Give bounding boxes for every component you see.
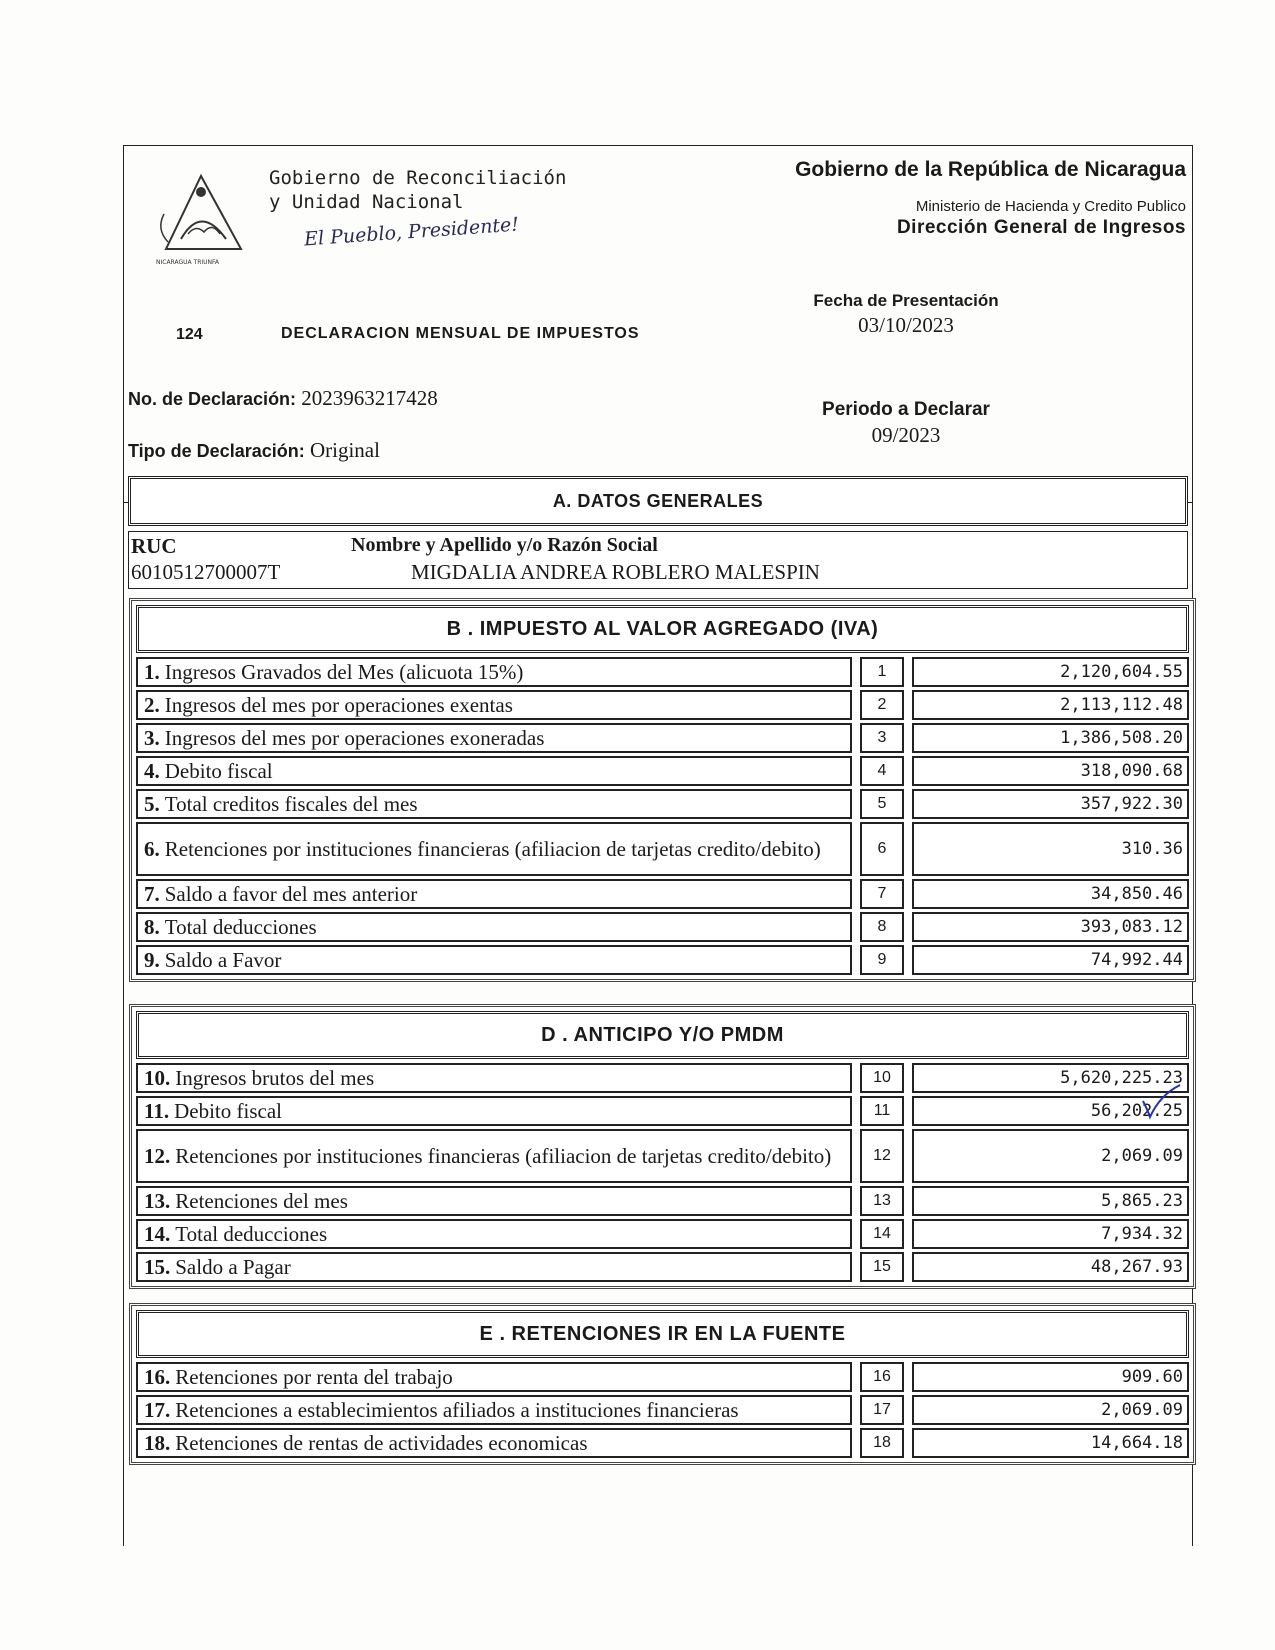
row-number: 1. [144,660,160,684]
table-row [136,723,1189,753]
row-label-text: Saldo a Pagar [175,1255,291,1279]
row-number: 16. [144,1365,171,1389]
row-amount: 48,267.93 [912,1252,1189,1282]
section-b-title: B . IMPUESTO AL VALOR AGREGADO (IVA) [136,605,1189,653]
row-code: 6 [860,822,904,876]
row-label [136,1219,852,1249]
handwritten-motto: El Pueblo, Presidente! [303,213,520,251]
row-label [136,789,852,819]
row-number: 15. [144,1255,171,1279]
row-code: 4 [860,756,904,786]
row-amount: 1,386,508.20 [912,723,1189,753]
tipo-value: Original [309,438,380,462]
row-amount: 2,069.09 [912,1395,1189,1425]
gov-left-line2: y Unidad Nacional [269,191,464,213]
row-amount: 310.36 [912,822,1189,876]
government-logo [146,164,266,274]
ministry-name: Ministerio de Hacienda y Credito Publico [915,198,1186,215]
row-number: 18. [144,1431,171,1455]
row-label-text: Ingresos Gravados del Mes (alicuota 15%) [164,660,524,684]
declaration-number [128,386,438,411]
ruc-label: RUC [131,534,177,558]
row-label-text: Debito fiscal [164,759,273,783]
table-row [136,1395,1189,1425]
row-label-text: Total creditos fiscales del mes [164,792,418,816]
general-data-box [128,531,1188,589]
row-amount: 14,664.18 [912,1428,1189,1458]
form-number: 124 [176,326,203,343]
row-label-text: Ingresos del mes por operaciones exoneradas [164,726,545,750]
row-label-text: Saldo a favor del mes anterior [164,882,418,906]
logo-text: NICARAGUA TRIUNFA [156,259,220,266]
row-label-text: Retenciones por instituciones financieras (afiliacion de tarjetas credito/debito) [164,837,821,861]
row-code: 15 [860,1252,904,1282]
row-label [136,1395,852,1425]
row-code: 1 [860,657,904,687]
row-label-text: Retenciones por instituciones financieras (afiliacion de tarjetas credito/debito) [175,1144,832,1168]
row-code: 10 [860,1063,904,1093]
table-row [136,1219,1189,1249]
row-number: 14. [144,1222,171,1246]
row-amount: 2,120,604.55 [912,657,1189,687]
row-number: 7. [144,882,160,906]
name-label: Nombre y Apellido y/o Razón Social [351,534,658,556]
handwritten-check-mark [1140,1083,1185,1123]
tipo-label: Tipo de Declaración: [128,441,305,461]
fecha-value: 03/10/2023 [858,313,954,337]
gov-name-left [269,166,566,214]
section-e-retenciones [129,1303,1196,1465]
row-amount: 2,069.09 [912,1129,1189,1183]
gov-name-right [795,158,1186,239]
table-row [136,789,1189,819]
row-label [136,723,852,753]
row-label [136,912,852,942]
row-number: 9. [144,948,160,972]
row-amount: 5,620,225.23 [912,1063,1189,1093]
ruc-value: 6010512700007T [131,560,281,584]
row-number: 11. [144,1099,170,1123]
section-a-title: A. DATOS GENERALES [128,476,1188,526]
row-amount: 909.60 [912,1362,1189,1392]
row-label-text: Retenciones de rentas de actividades economicas [175,1431,588,1455]
fecha-label: Fecha de Presentación [813,291,999,310]
row-number: 4. [144,759,160,783]
table-row [136,1096,1189,1126]
name-value: MIGDALIA ANDREA ROBLERO MALESPIN [411,560,820,584]
table-row [136,1063,1189,1093]
row-number: 17. [144,1398,171,1422]
form-header [124,146,1192,503]
table-row [136,756,1189,786]
section-d-anticipo [129,1004,1196,1289]
form-title: DECLARACION MENSUAL DE IMPUESTOS [281,325,640,342]
row-code: 7 [860,879,904,909]
section-e-title: E . RETENCIONES IR EN LA FUENTE [136,1310,1189,1358]
periodo-value: 09/2023 [871,423,941,447]
row-label-text: Ingresos del mes por operaciones exentas [164,693,513,717]
row-label-text: Total deducciones [164,915,317,939]
table-row [136,1362,1189,1392]
table-row [136,1252,1189,1282]
row-amount: 7,934.32 [912,1219,1189,1249]
row-code: 11 [860,1096,904,1126]
row-amount: 34,850.46 [912,879,1189,909]
row-amount: 5,865.23 [912,1186,1189,1216]
row-amount: 357,922.30 [912,789,1189,819]
row-code: 17 [860,1395,904,1425]
table-row [136,1428,1189,1458]
row-code: 3 [860,723,904,753]
table-row [136,657,1189,687]
row-amount: 56,202.25 [912,1096,1189,1126]
row-amount: 74,992.44 [912,945,1189,975]
row-code: 5 [860,789,904,819]
row-number: 10. [144,1066,171,1090]
row-label [136,1428,852,1458]
row-label [136,756,852,786]
row-label [136,1129,852,1183]
direction-name: Dirección General de Ingresos [896,217,1186,238]
declaration-form [123,145,1193,1546]
row-number: 2. [144,693,160,717]
table-row [136,822,1189,876]
row-code: 14 [860,1219,904,1249]
row-number: 6. [144,837,160,861]
declaration-type [128,438,380,463]
row-number: 12. [144,1144,171,1168]
row-label [136,657,852,687]
row-label [136,1362,852,1392]
row-label-text: Saldo a Favor [164,948,282,972]
section-d-title: D . ANTICIPO Y/O PMDM [136,1011,1189,1059]
table-row [136,690,1189,720]
row-amount: 393,083.12 [912,912,1189,942]
row-number: 13. [144,1189,171,1213]
row-label-text: Retenciones por renta del trabajo [175,1365,453,1389]
row-code: 18 [860,1428,904,1458]
section-b-iva [129,598,1196,982]
gov-right-title: Gobierno de la República de Nicaragua [795,158,1186,181]
row-code: 8 [860,912,904,942]
table-row [136,945,1189,975]
row-code: 9 [860,945,904,975]
row-label-text: Debito fiscal [174,1099,282,1123]
row-code: 13 [860,1186,904,1216]
table-row [136,1186,1189,1216]
row-label [136,879,852,909]
row-label-text: Ingresos brutos del mes [175,1066,375,1090]
row-number: 8. [144,915,160,939]
row-label [136,945,852,975]
row-code: 2 [860,690,904,720]
row-amount: 2,113,112.48 [912,690,1189,720]
row-code: 16 [860,1362,904,1392]
table-row [136,1129,1189,1183]
row-label [136,690,852,720]
table-row [136,879,1189,909]
section-a-datos-generales [124,476,1192,589]
periodo-label: Periodo a Declarar [822,399,990,420]
decl-no-label: No. de Declaración: [128,389,297,409]
table-row [136,912,1189,942]
row-label [136,822,852,876]
row-label-text: Retenciones del mes [175,1189,348,1213]
gov-left-line1: Gobierno de Reconciliación [269,167,567,189]
row-label [136,1186,852,1216]
decl-no-value: 2023963217428 [301,386,438,410]
row-label-text: Retenciones a establecimientos afiliados a instituciones financieras [175,1398,739,1422]
row-number: 3. [144,726,160,750]
row-code: 12 [860,1129,904,1183]
row-number: 5. [144,792,160,816]
row-label [136,1252,852,1282]
row-amount: 318,090.68 [912,756,1189,786]
row-label [136,1096,852,1126]
row-label-text: Total deducciones [175,1222,328,1246]
row-label [136,1063,852,1093]
